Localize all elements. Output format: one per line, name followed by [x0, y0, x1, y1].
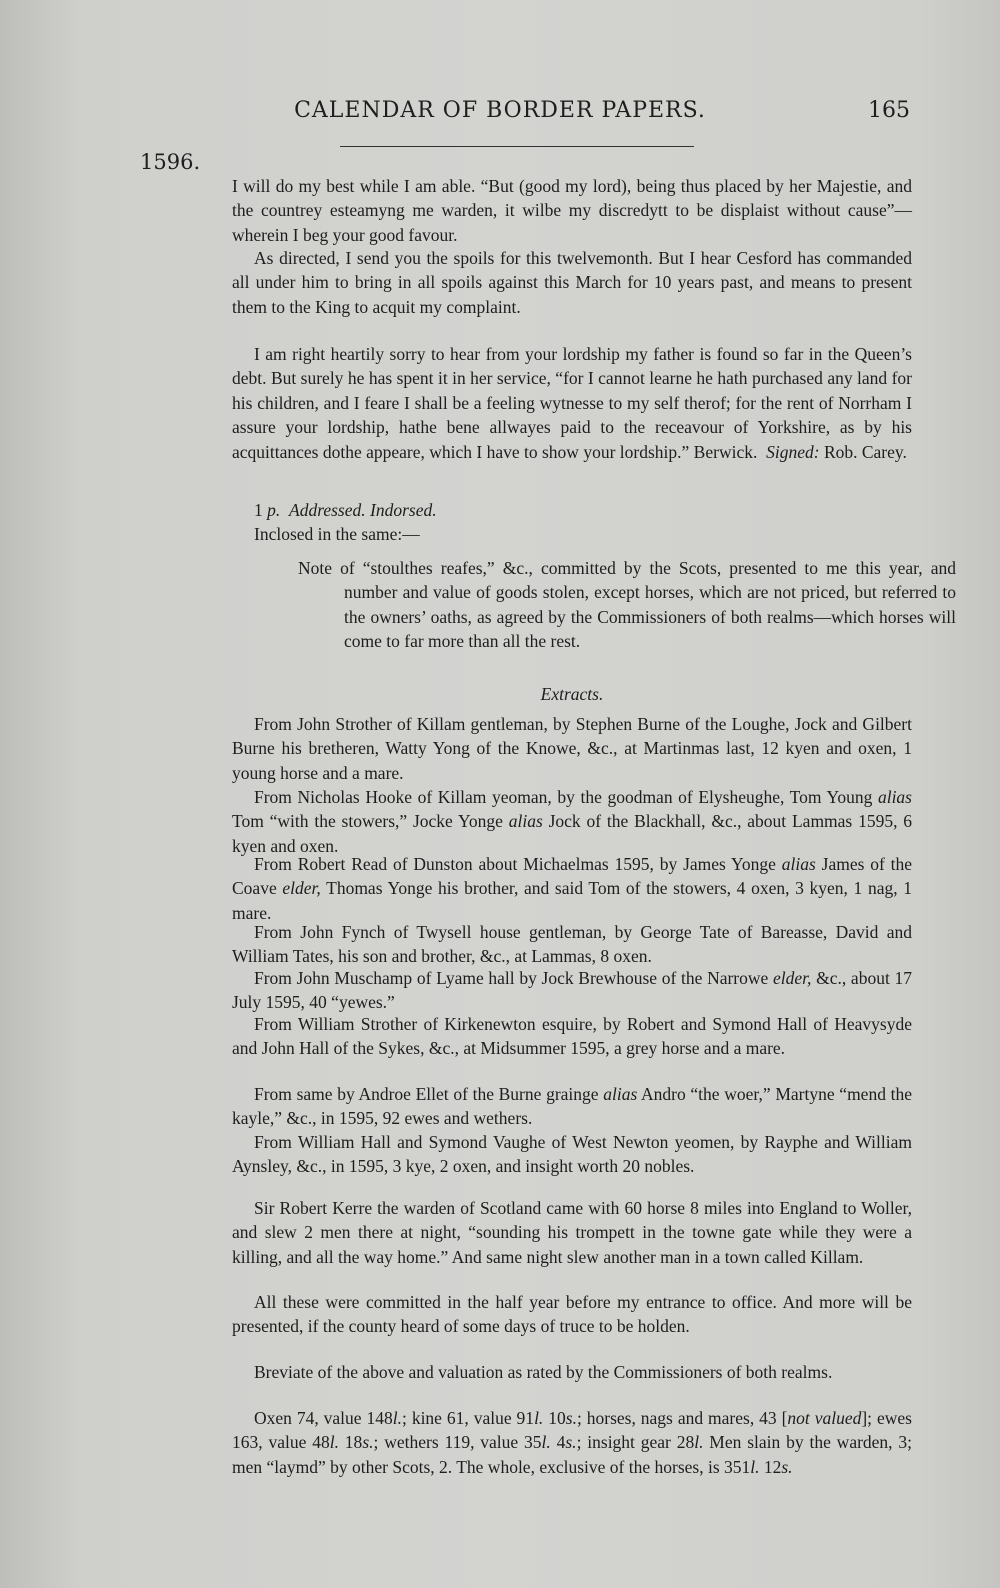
letter-paragraph-3-text: I am right heartily sorry to hear from your lordship my father is found so far in the Queen’s debt. But surely he has spent it in her service, “for I cannot learne he hath purchased any land for his children, and I feare I shall be a feeling wytnesse to my self therof; for the rent of Norrham I assure your lordship, hathe bene allwayes paid to the receavour of Yorkshire, as by his acquittances dothe appeare, which I have to show your lordship.”: [232, 344, 912, 462]
shillings-abbr: s.: [565, 1408, 577, 1428]
shillings-abbr: s.: [362, 1432, 374, 1453]
extract-5-text-a: From John Muschamp of Lyame hall by Jock Brewhouse of the Narrowe: [254, 968, 769, 988]
shillings-abbr: s.: [565, 1432, 577, 1453]
breviate-text: 10: [543, 1408, 566, 1428]
elder-italic: elder,: [282, 878, 321, 899]
extract-2-text-c: Jock of the Blackhall, &c., about Lammas 1595, 6 kyen and oxen.: [232, 811, 913, 856]
extracts-heading: Extracts.: [540, 684, 604, 704]
pages-number: 1: [254, 500, 263, 520]
pounds-abbr: l.: [392, 1408, 403, 1428]
extract-7-text-b: Andro “the woer,” Martyne “mend the kayle,” &c., in 1595, 92 ewes and wethers.: [232, 1084, 912, 1129]
breviate-text: Oxen 74, value 148: [254, 1408, 393, 1428]
not-valued-italic: not valued: [787, 1408, 862, 1428]
extract-9: Sir Robert Kerre the warden of Scotland came with 60 horse 8 miles into England to Woller, and slew 2 men there at night, “sounding his trompett in the towne gate while they were a killing, and all the way home.” And same night slew another man in a town called Killam.: [232, 1198, 912, 1267]
letter-paragraph-1: I will do my best while I am able. “But (good my lord), being thus placed by her Majestie, and the countrey esteamyng me warden, it wilbe my discredytt to be displaist without cause”—wherein I beg your good favour.: [232, 176, 912, 245]
extract-3-text-a: From Robert Read of Dunston about Michaelmas 1595, by James Yonge: [254, 854, 776, 874]
extract-7-text-a: From same by Androe Ellet of the Burne grainge: [254, 1084, 599, 1104]
extract-8: From William Hall and Symond Vaughe of West Newton yeomen, by Rayphe and William Aynsley, &c., in 1595, 3 kye, 2 oxen, and insight worth 20 nobles.: [232, 1132, 912, 1177]
letter-paragraph-2: As directed, I send you the spoils for this twelvemonth. But I hear Cesford has commanded all under him to bring in all spoils against this March for 10 years past, and means to present them to the King to acquit my complaint.: [232, 248, 912, 317]
signer: Rob. Carey.: [823, 441, 907, 462]
enclosure-note: Note of “stoulthes reafes,” &c., committed by the Scots, presented to me this year, and number and value of goods stolen, except horses, which are not priced, but referred to the owners’ oaths, as agreed by the Commissioners of both realms—which horses will come to far more than all the rest.: [298, 558, 956, 652]
breviate-text: 4: [550, 1432, 566, 1453]
pounds-abbr: l.: [694, 1432, 704, 1453]
extract-2-text-b: Tom “with the stowers,” Jocke Yonge: [232, 811, 503, 832]
breviate-text: ; horses, nags and mares, 43 [: [576, 1408, 788, 1428]
alias-italic: alias: [508, 811, 543, 832]
place: Berwick.: [693, 441, 758, 462]
extract-6: From William Strother of Kirkenewton esquire, by Robert and Symond Hall of Heavysyde and John Hall of the Sykes, &c., at Midsummer 1595, a grey horse and a mare.: [232, 1014, 912, 1059]
endorsement: Addressed. Indorsed.: [289, 500, 437, 520]
alias-italic: alias: [603, 1084, 638, 1104]
header-rule: [340, 146, 694, 147]
pounds-abbr: l.: [750, 1456, 760, 1477]
extract-4: From John Fynch of Twysell house gentleman, by George Tate of Bareasse, David and William Tates, his son and brother, &c., at Lammas, 8 oxen.: [232, 922, 912, 967]
breviate-text: 12: [759, 1456, 782, 1477]
inclosed-line: Inclosed in the same:—: [254, 524, 420, 544]
extract-3: [232, 852, 912, 925]
extract-3-text-c: Thomas Yonge his brother, and said Tom of the stowers, 4 oxen, 3 kyen, 1 nag, 1 mare.: [232, 878, 913, 923]
year-marker: 1596.: [140, 150, 201, 174]
breviate-text: ]; ewes 163, value 48: [232, 1408, 912, 1453]
pounds-abbr: l.: [329, 1432, 339, 1453]
elder-italic: elder,: [773, 968, 812, 988]
breviate-text: ; kine 61, value 91: [402, 1408, 535, 1428]
endorsement-line: [232, 498, 912, 522]
breviate-text: ; insight gear 28: [576, 1432, 695, 1453]
letter-paragraph-3: [232, 342, 912, 464]
pounds-abbr: l.: [534, 1408, 544, 1428]
alias-italic: alias: [877, 787, 912, 807]
extract-7: [232, 1082, 912, 1131]
extract-2: [232, 785, 912, 858]
alias-italic: alias: [781, 854, 816, 874]
extract-10: All these were committed in the half year before my entrance to office. And more will be presented, if the county heard of some days of truce to be holden.: [232, 1292, 912, 1337]
extract-12-breviate: [232, 1406, 912, 1479]
page-number: 165: [868, 98, 910, 123]
extract-11: Breviate of the above and valuation as rated by the Commissioners of both realms.: [254, 1362, 833, 1382]
extract-1: From John Strother of Killam gentleman, by Stephen Burne of the Loughe, Jock and Gilbert Burne his bretheren, Watty Yong of the Knowe, &c., at Martinmas last, 12 kyen and oxen, 1 young horse and a mare.: [232, 714, 912, 783]
pounds-abbr: l.: [541, 1432, 551, 1453]
signed-label: Signed:: [766, 441, 820, 462]
extract-2-text-a: From Nicholas Hooke of Killam yeoman, by the goodman of Elysheughe, Tom Young: [254, 787, 873, 807]
pages-abbreviation: p.: [267, 500, 281, 520]
breviate-text: Men slain by the warden, 3; men “laymd” by other Scots, 2. The whole, exclusive of the horses, is 351: [232, 1432, 913, 1477]
breviate-text: ; wethers 119, value 35: [373, 1432, 542, 1453]
extract-5-text-b: &c., about 17 July 1595, 40 “yewes.”: [232, 968, 913, 1013]
extract-5: [232, 966, 912, 1015]
running-header: CALENDAR OF BORDER PAPERS.: [294, 98, 706, 123]
extract-3-text-b: James of the Coave: [232, 854, 913, 899]
breviate-text: 18: [338, 1432, 363, 1453]
shillings-abbr: s.: [781, 1456, 793, 1477]
